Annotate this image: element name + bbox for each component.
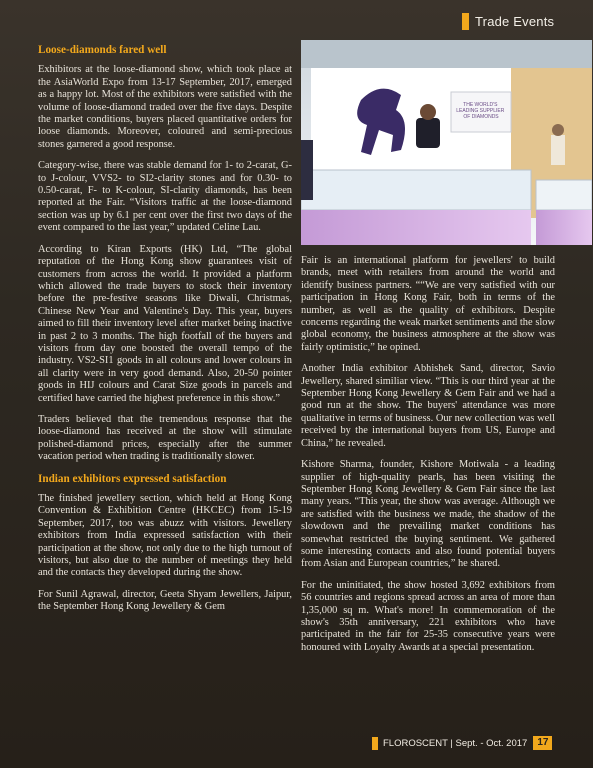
heading-indian-exhibitors: Indian exhibitors expressed satisfaction <box>38 472 227 485</box>
footer-accent-bar <box>372 737 378 750</box>
paragraph: Kishore Sharma, founder, Kishore Motiwala - a leading supplier of high-quality pearls, has been visiting the September Hong Kong Jewellery & Gem Fair since the last many years. “This year, the show was average. Although we are satisfied with the business we made, the shadow of the slowdown and the prevailing market conditions has somewhat restricted the buying sentiment. We gathered some interesting contacts and also found potential buyers from Asian and European countries,” he shared. <box>301 459 555 570</box>
paragraph: Another India exhibitor Abhishek Sand, director, Savio Jewellery, shared similiar view. “This is our third year at the September Hong Kong Jewellery & Gem Fair and we had a good run at the show. The buyers' attendance was more qualitative in terms of business. Our new collection was well received by the international buyers from US, Europe and China,” he revealed. <box>301 363 555 449</box>
paragraph: For the uninitiated, the show hosted 3,692 exhibitors from 56 countries and regions spread across an area of more than 1,35,000 sq m. What's more! In commemoration of the show's 35th anniversary, 221 exhibitors who have participated in the fair for 25-35 consecutive years were honoured with Loyalty Awards at a special presentation. <box>301 579 555 653</box>
paragraph: According to Kiran Exports (HK) Ltd, “The global reputation of the Hong Kong show guarantees visit of customers from across the world. It provided a platform which allowed the trade buyers to stock their inventory before the pre-festive seasons like Diwali, Christmas, Chinese New Year and Valentine's Day. This year, buyers aimed to fill their inventory level after market being inactive in past 2 to 3 months. The high footfall of the buyers and visitors from day one boosted the overall tempo of the industry. VS2-SI1 goods in all colours and lower colours in all clarity were in very good demand. Also, 20-50 pointer goods in HIJ colours and Carat Size goods in parcels and certified have carried the highest preference in this show.” <box>38 243 292 404</box>
paragraph: Category-wise, there was stable demand for 1- to 2-carat, G- to J-colour, VVS2- to SI2-clarity stones and for 0.30- to 0.50-carat, F- to K-colour, SI-clarity diamonds, has been reported at the Fair. “Visitors traffic at the loose-diamond section was up by 6.1 per cent over the first two days of the event compared to the last year,” updated Celine Lau. <box>38 160 292 234</box>
paragraph: The finished jewellery section, which held at Hong Kong Convention & Exhibition Centre (HKCEC) from 15-19 September, 2017, too was abuzz with visitors. Jewellery exhibitors from India expressed satisfaction with their participation at the show, not only due to the high turnout of visitors, but also due to the number of meetings they held and the contacts they developed during the show. <box>38 493 292 579</box>
page-footer <box>372 735 552 751</box>
page-number: 17 <box>533 736 552 750</box>
magazine-issue: FLOROSCENT | Sept. - Oct. 2017 <box>383 737 528 749</box>
left-column <box>38 40 292 623</box>
paragraph: For Sunil Agrawal, director, Geeta Shyam Jewellers, Jaipur, the September Hong Kong Jewellery & Gem <box>38 588 292 613</box>
paragraph: Exhibitors at the loose-diamond show, which took place at the AsiaWorld Expo from 13-17 September, 2017, emerged as a happy lot. Most of the exhibitors were satisfied with the volume of loose-diamond traded over the five days. Despite the market conditions, buyers placed quantitative orders for loose diamonds. Moreover, coloured and semi-precious stones garnered a good response. <box>38 64 292 150</box>
section-accent-bar <box>462 13 469 30</box>
paragraph: Traders believed that the tremendous response that the loose-diamond has received at the show will stimulate polished-diamond prices, especially after the summer vacation period when trading is traditionally slower. <box>38 413 292 463</box>
right-column <box>301 255 555 663</box>
heading-loose-diamonds: Loose-diamonds fared well <box>38 44 167 56</box>
exhibition-booth-photo <box>301 40 592 245</box>
paragraph: Fair is an international platform for jewellers' to build brands, meet with retailers from around the world and identify business partners. ““We are very satisfied with our participation in Hong Kong Fair, both in terms of the number, as well as the quality of exhibitors. Despite concerns regarding the weak market sentiments and the slow global economy, the business atmosphere at the show was fairly optimistic,” he opined. <box>301 255 555 353</box>
exhibitor-person <box>416 118 440 148</box>
booth-illustration <box>301 40 592 245</box>
section-title: Trade Events <box>475 13 555 29</box>
section-header <box>462 10 582 32</box>
booth-sign: THE WORLD'S LEADING SUPPLIER OF DIAMONDS <box>456 102 505 120</box>
